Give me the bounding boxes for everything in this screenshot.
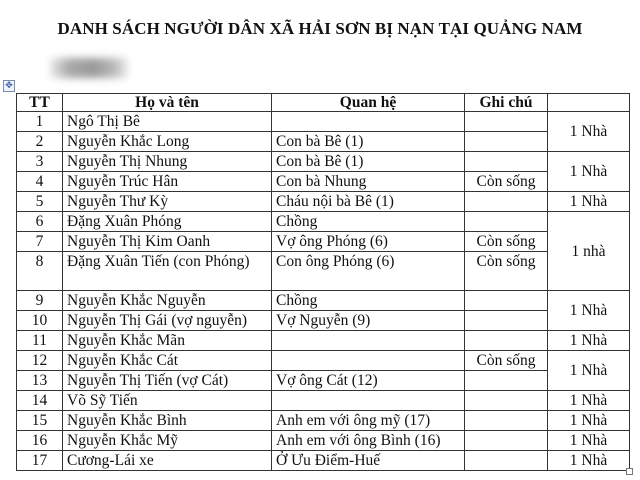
cell-name: Nguyễn Khắc Bình [63, 411, 272, 431]
cell-relation: Vợ ông Phóng (6) [272, 232, 465, 252]
cell-name: Nguyễn Thị Kim Oanh [63, 232, 272, 252]
cell-relation [272, 391, 465, 411]
table-row [17, 451, 630, 471]
cell-name: Cương-Lái xe [63, 451, 272, 471]
header-name: Họ và tên [63, 94, 272, 112]
table-resize-handle-icon[interactable] [626, 468, 633, 475]
cell-tt: 9 [17, 291, 63, 311]
victims-table [16, 93, 630, 471]
table-header-row [17, 94, 630, 112]
table-row [17, 132, 630, 152]
cell-tt: 8 [17, 252, 63, 291]
cell-name: Nguyễn Trúc Hân [63, 172, 272, 192]
cell-name: Nguyễn Khắc Mãn [63, 331, 272, 351]
table-row [17, 212, 630, 232]
header-relation: Quan hệ [272, 94, 465, 112]
table-row [17, 172, 630, 192]
table-row [17, 112, 630, 132]
cell-household: 1 nhà [548, 212, 630, 291]
cell-relation: Anh em với ông mỹ (17) [272, 411, 465, 431]
cell-note [465, 132, 548, 152]
table-row [17, 411, 630, 431]
cell-name: Nguyễn Thư Kỳ [63, 192, 272, 212]
cell-note: Còn sống [465, 232, 548, 252]
cell-relation: Ở Ưu Điểm-Huế [272, 451, 465, 471]
cell-name: Đặng Xuân Tiến (con Phóng) [63, 252, 272, 291]
cell-household: 1 Nhà [548, 331, 630, 351]
cell-tt: 10 [17, 311, 63, 331]
cell-tt: 15 [17, 411, 63, 431]
cell-note [465, 291, 548, 311]
table-row [17, 291, 630, 311]
cell-tt: 4 [17, 172, 63, 192]
cell-note [465, 152, 548, 172]
table-row [17, 232, 630, 252]
cell-household: 1 Nhà [548, 192, 630, 212]
cell-note [465, 411, 548, 431]
cell-tt: 2 [17, 132, 63, 152]
cell-note: Còn sống [465, 351, 548, 371]
cell-tt: 14 [17, 391, 63, 411]
table-move-handle-icon[interactable]: ✥ [3, 80, 15, 92]
cell-note [465, 212, 548, 232]
cell-relation: Vợ Nguyễn (9) [272, 311, 465, 331]
cell-household: 1 Nhà [548, 431, 630, 451]
cell-note: Còn sống [465, 172, 548, 192]
cell-relation: Con bà Nhung [272, 172, 465, 192]
cell-relation [272, 331, 465, 351]
table-row [17, 311, 630, 331]
document-title: DANH SÁCH NGƯỜI DÂN XÃ HẢI SƠN BỊ NẠN TẠI QUẢNG NAM [57, 19, 583, 38]
cell-relation [272, 351, 465, 371]
cell-tt: 6 [17, 212, 63, 232]
cell-relation: Anh em với ông Bình (16) [272, 431, 465, 451]
cell-relation [272, 112, 465, 132]
cell-relation: Vợ ông Cát (12) [272, 371, 465, 391]
cell-name: Nguyễn Thị Gái (vợ nguyễn) [63, 311, 272, 331]
cell-note [465, 451, 548, 471]
cell-note [465, 112, 548, 132]
cell-tt: 13 [17, 371, 63, 391]
cell-household: 1 Nhà [548, 351, 630, 391]
cell-name: Nguyễn Thị Nhung [63, 152, 272, 172]
cell-name: Ngô Thị Bê [63, 112, 272, 132]
cell-tt: 1 [17, 112, 63, 132]
table-row [17, 331, 630, 351]
header-household [548, 94, 630, 112]
table-row [17, 252, 630, 291]
cell-tt: 11 [17, 331, 63, 351]
cell-note: Còn sống [465, 252, 548, 291]
cell-relation: Chồng [272, 291, 465, 311]
table-row [17, 192, 630, 212]
cell-note [465, 391, 548, 411]
cell-tt: 5 [17, 192, 63, 212]
cell-note [465, 431, 548, 451]
cell-tt: 12 [17, 351, 63, 371]
cell-name: Nguyễn Khắc Nguyễn [63, 291, 272, 311]
cell-note [465, 192, 548, 212]
cell-relation: Chồng [272, 212, 465, 232]
cell-tt: 7 [17, 232, 63, 252]
cell-tt: 17 [17, 451, 63, 471]
cell-household: 1 Nhà [548, 451, 630, 471]
cell-tt: 16 [17, 431, 63, 451]
cell-name: Nguyễn Thị Tiến (vợ Cát) [63, 371, 272, 391]
cell-household: 1 Nhà [548, 391, 630, 411]
cell-name: Đặng Xuân Phóng [63, 212, 272, 232]
cell-name: Võ Sỹ Tiến [63, 391, 272, 411]
table-row [17, 152, 630, 172]
redacted-subtitle [50, 58, 128, 78]
cell-household: 1 Nhà [548, 411, 630, 431]
cell-note [465, 331, 548, 351]
cell-name: Nguyễn Khắc Mỹ [63, 431, 272, 451]
cell-household: 1 Nhà [548, 291, 630, 331]
table-row [17, 371, 630, 391]
cell-household: 1 Nhà [548, 112, 630, 152]
cell-name: Nguyễn Khắc Long [63, 132, 272, 152]
cell-note [465, 311, 548, 331]
table-row [17, 391, 630, 411]
cell-relation: Con bà Bê (1) [272, 152, 465, 172]
cell-name: Nguyễn Khắc Cát [63, 351, 272, 371]
cell-tt: 3 [17, 152, 63, 172]
cell-relation: Con bà Bê (1) [272, 132, 465, 152]
cell-relation: Con ông Phóng (6) [272, 252, 465, 291]
header-tt: TT [17, 94, 63, 112]
table-row [17, 351, 630, 371]
table-row [17, 431, 630, 451]
cell-relation: Cháu nội bà Bê (1) [272, 192, 465, 212]
header-note: Ghi chú [465, 94, 548, 112]
cell-household: 1 Nhà [548, 152, 630, 192]
cell-note [465, 371, 548, 391]
